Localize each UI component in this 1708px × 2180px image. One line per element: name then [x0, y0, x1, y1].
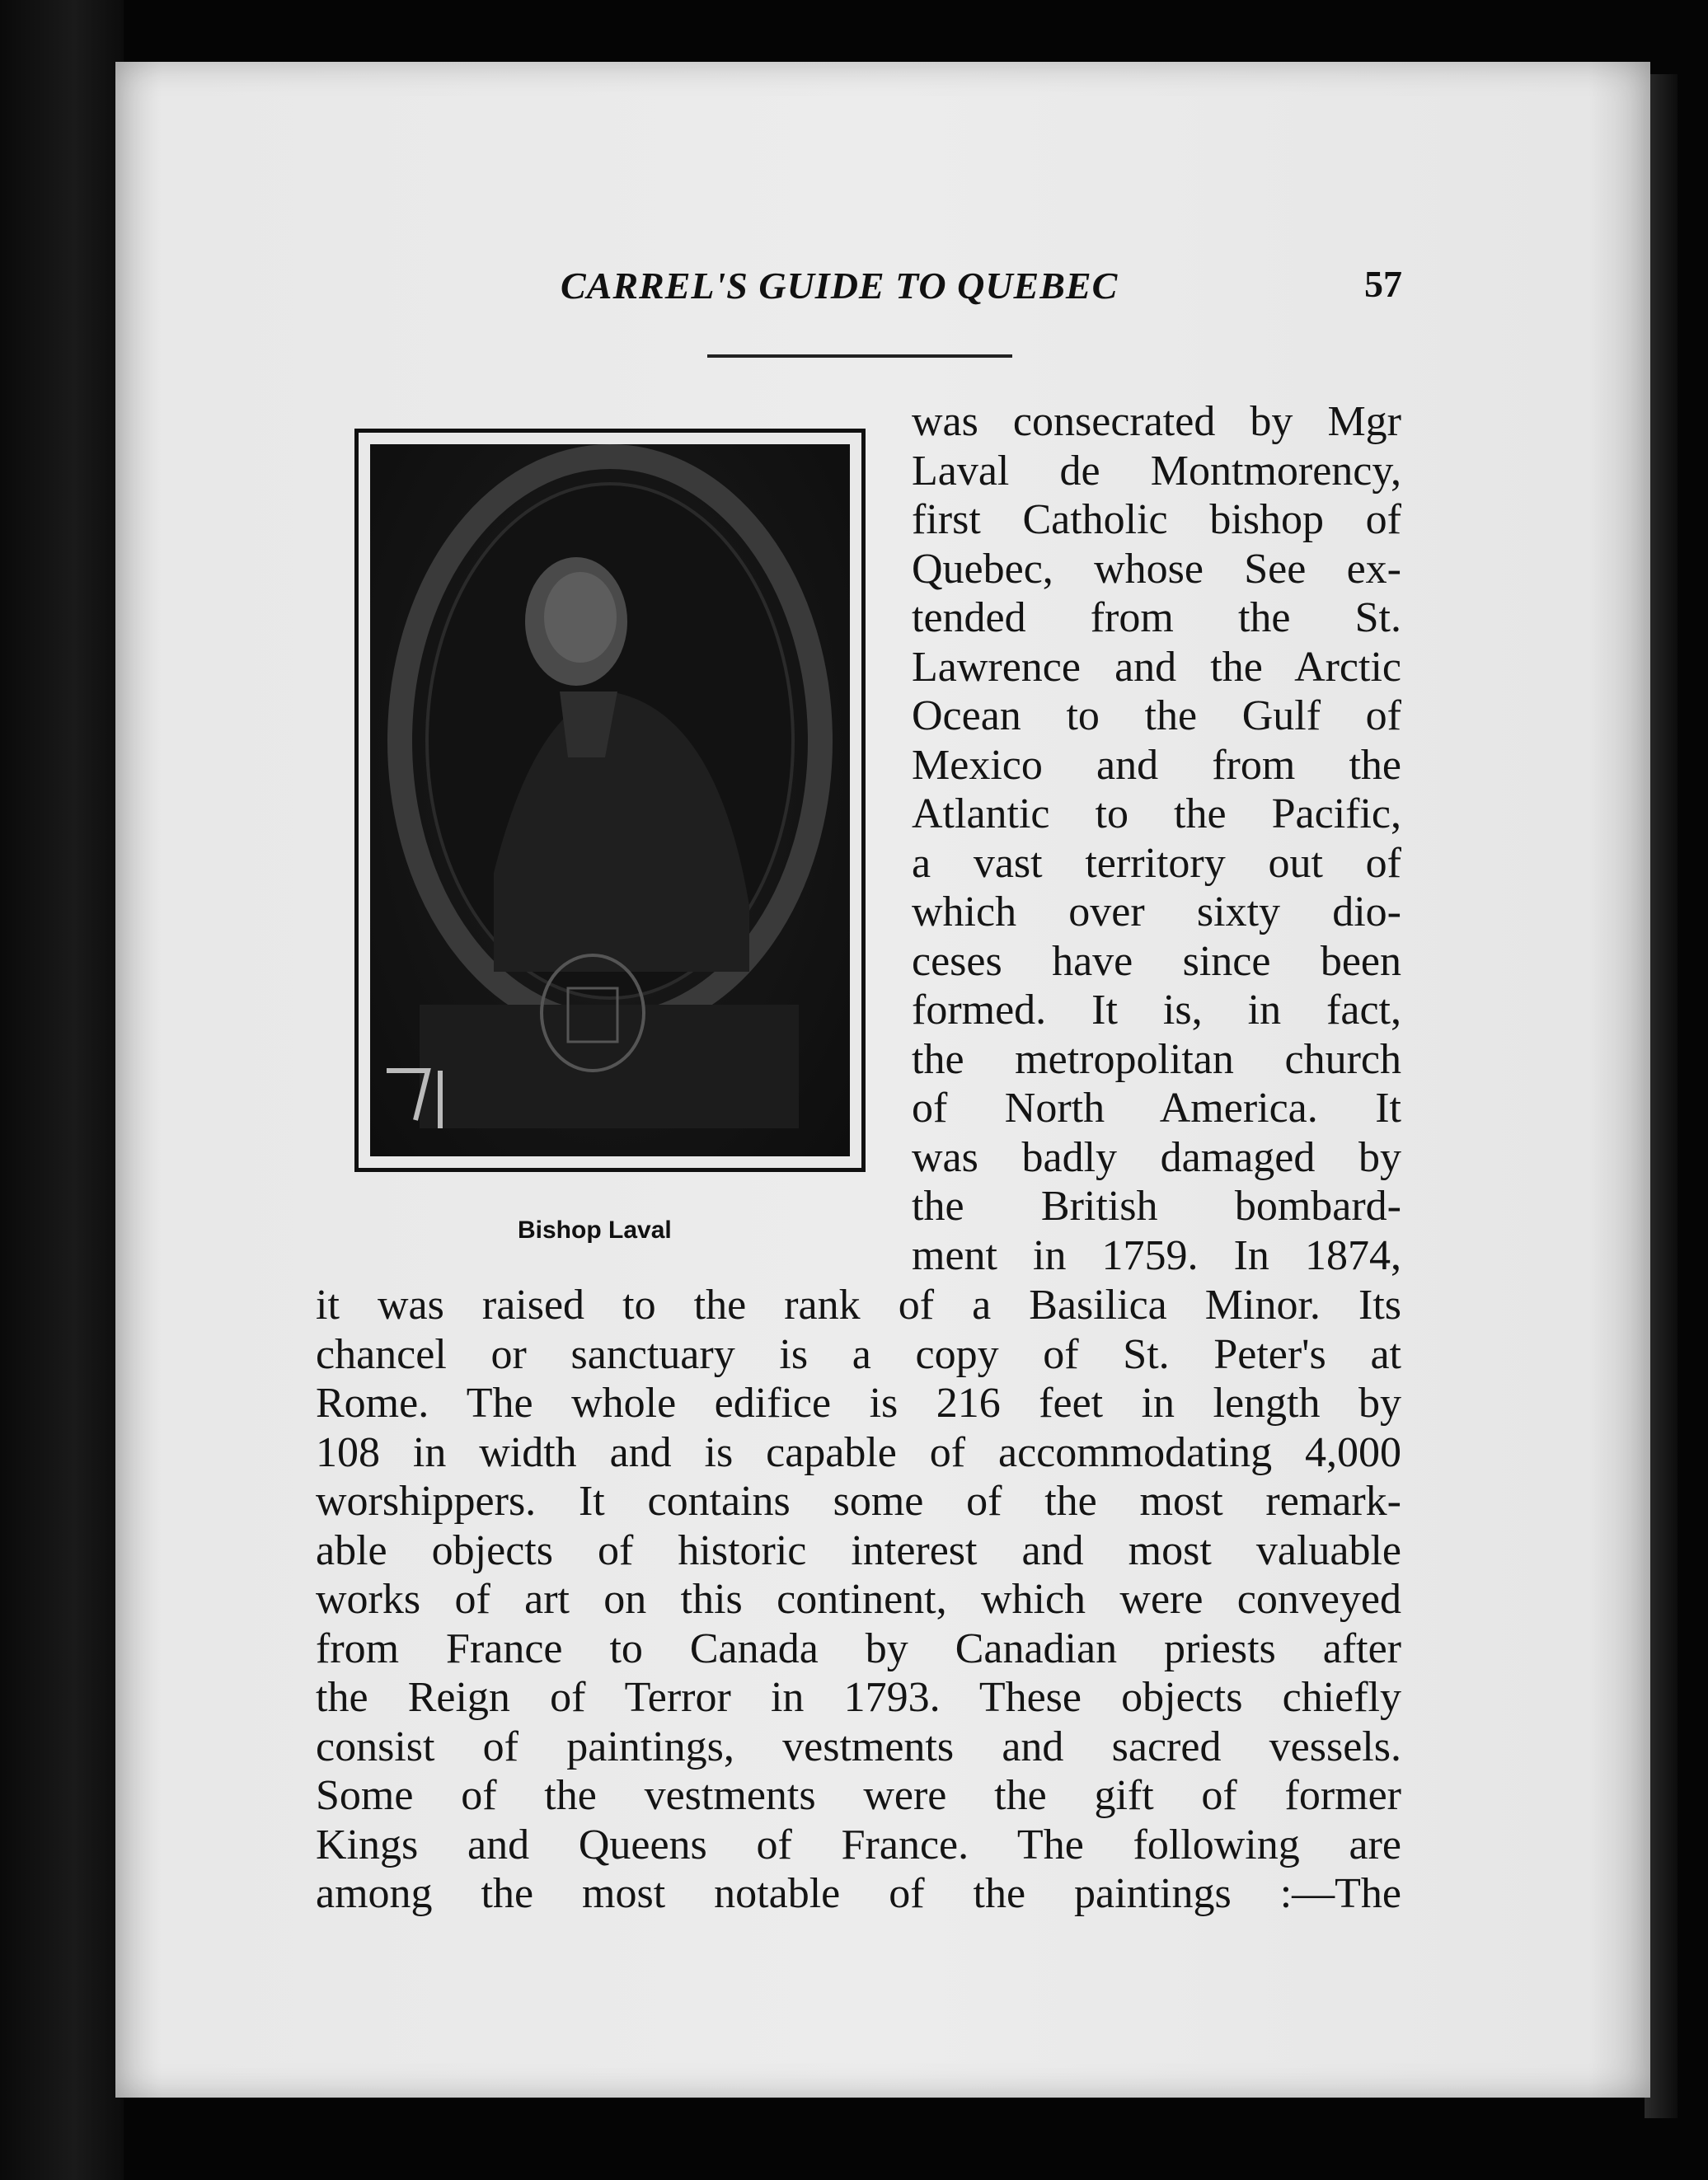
text-line: able objects of historic interest and most valuable — [316, 1526, 1401, 1574]
text-line: tended from the St. — [912, 594, 1401, 641]
text-line: it was raised to the rank of a Basilica Minor. Its — [316, 1282, 1401, 1329]
text-line: among the most notable of the paintings :—The — [316, 1870, 1401, 1917]
text-line: of North America. It — [912, 1085, 1401, 1132]
text-line: the Reign of Terror in 1793. These objects chiefly — [316, 1674, 1401, 1721]
page-number: 57 — [1364, 263, 1402, 305]
book-spine — [0, 0, 124, 2180]
text-line: Laval de Montmorency, — [912, 447, 1401, 495]
text-line: was badly damaged by — [912, 1133, 1401, 1181]
text-line: ceses have since been — [912, 937, 1401, 985]
text-line: was consecrated by Mgr — [912, 398, 1401, 445]
running-title: CARREL'S GUIDE TO QUEBEC — [561, 265, 1119, 307]
text-line: from France to Canada by Canadian priests after — [316, 1624, 1401, 1672]
text-line: first Catholic bishop of — [912, 496, 1401, 543]
text-line: Some of the vestments were the gift of former — [316, 1772, 1401, 1819]
portrait-engraving — [370, 444, 850, 1156]
text-line: the metropolitan church — [912, 1035, 1401, 1083]
portrait-figure — [354, 429, 866, 1172]
text-line: worshippers. It contains some of the most remark- — [316, 1478, 1401, 1525]
text-line: Atlantic to the Pacific, — [912, 790, 1401, 837]
figure-caption: Bishop Laval — [518, 1217, 672, 1244]
text-line: ment in 1759. In 1874, — [912, 1231, 1401, 1279]
portrait-illustration — [370, 444, 850, 1156]
text-line: Rome. The whole edifice is 216 feet in length by — [316, 1380, 1401, 1427]
text-line: Ocean to the Gulf of — [912, 692, 1401, 739]
header-rule — [707, 354, 1012, 358]
text-line: which over sixty dio- — [912, 888, 1401, 935]
text-line: formed. It is, in fact, — [912, 987, 1401, 1034]
text-line: the British bombard- — [912, 1183, 1401, 1230]
text-line: works of art on this continent, which were conveyed — [316, 1576, 1401, 1623]
text-line: Mexico and from the — [912, 741, 1401, 789]
text-line: Lawrence and the Arctic — [912, 643, 1401, 691]
text-line: Quebec, whose See ex- — [912, 545, 1401, 593]
text-line: a vast territory out of — [912, 839, 1401, 887]
text-line: consist of paintings, vestments and sacred vessels. — [316, 1723, 1401, 1770]
full-width-text — [316, 1281, 1401, 1919]
text-line: chancel or sanctuary is a copy of St. Peter's at — [316, 1330, 1401, 1378]
text-line: Kings and Queens of France. The following are — [316, 1821, 1401, 1868]
text-line: 108 in width and is capable of accommodating 4,000 — [316, 1428, 1401, 1476]
right-column-text — [912, 397, 1401, 1280]
